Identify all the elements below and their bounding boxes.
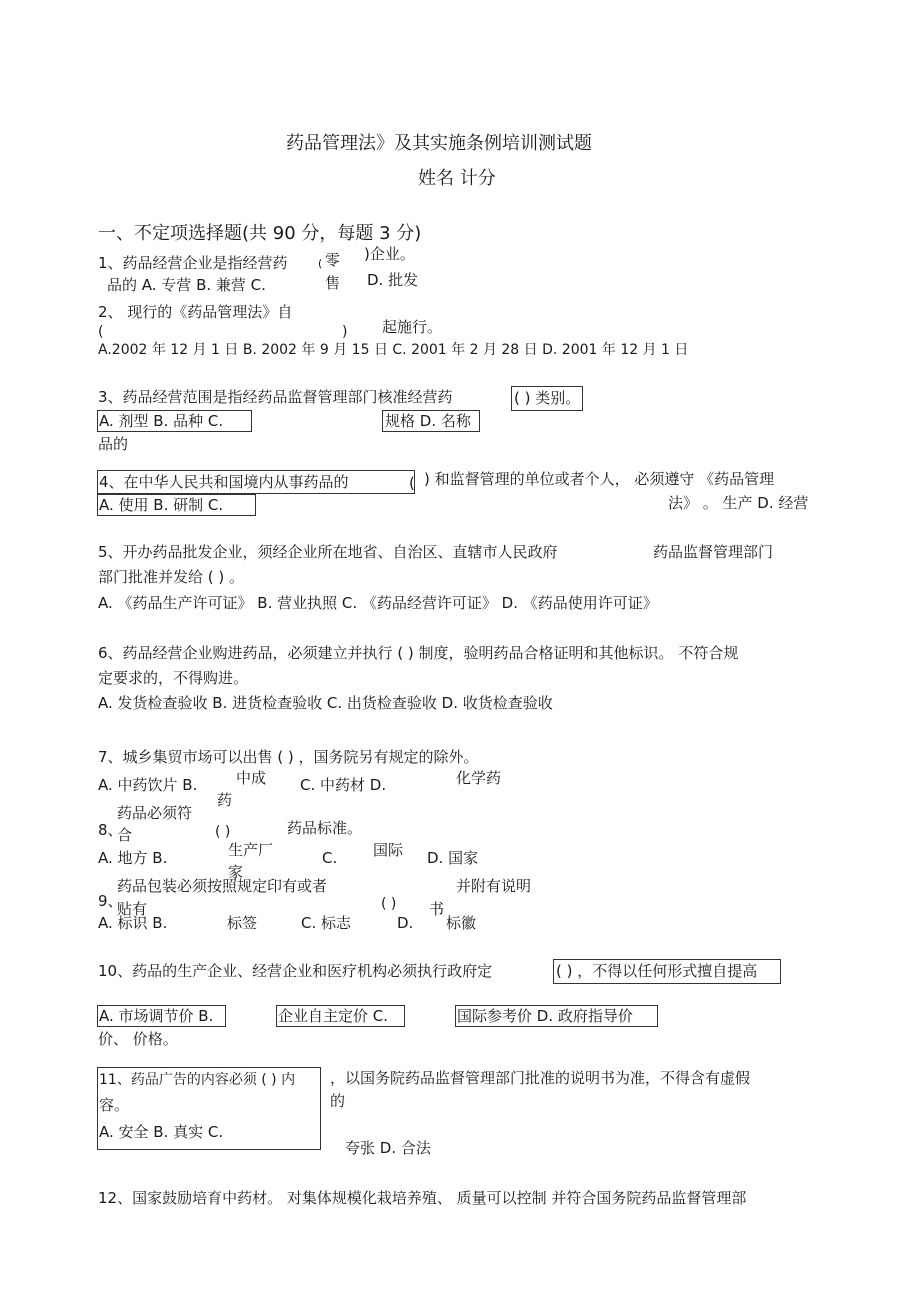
q9-paren: ( ) — [381, 896, 397, 912]
q9-frag-pkg: 药品包装必须按照规定印有或者 — [117, 877, 328, 895]
q8-frag-must: 药品必须符 — [117, 804, 193, 822]
q9-number: 9、 — [98, 892, 123, 910]
q10-stem: 10、药品的生产企业、经营企业和医疗机构必须执行政府定 — [98, 962, 493, 980]
q9-tail: 并附有说明 — [456, 877, 532, 895]
q1-stem: 1、药品经营企业是指经营药 — [98, 254, 288, 272]
q8-frag-jia: 家 — [228, 863, 244, 881]
q3-tail: ( ) 类别。 — [514, 389, 581, 407]
q5-line2: 部门批准并发给 ( ) 。 — [98, 568, 245, 586]
q11-line1: 11、药品广告的内容必须 ( ) 内 — [99, 1072, 296, 1088]
q1-frag-ling: 零 — [325, 251, 341, 269]
q8-number: 8、 — [98, 821, 123, 839]
q2-tail: 起施行。 — [382, 318, 443, 336]
q9-frag-shu: 书 — [429, 900, 445, 918]
q3-line3: 品的 — [98, 435, 129, 453]
q6-line1: 6、药品经营企业购进药品，必须建立并执行 ( ) 制度，验明药品合格证明和其他标识。 不符合规 — [98, 644, 739, 662]
q3-options-ab: A. 剂型 B. 品种 C. — [99, 412, 224, 430]
q7-options-ab: A. 中药饮片 B. — [98, 776, 198, 794]
q1-tail: )企业。 — [364, 245, 415, 263]
q10-tail: ( ) ，不得以任何形式擅自提高 — [556, 962, 758, 980]
q8-frag-he: 合 — [117, 826, 133, 844]
q5-options: A. 《药品生产许可证》 B. 营业执照 C. 《药品经营许可证》 D. 《药品使用许可证》 — [98, 594, 658, 612]
q9-option-c: C. 标志 — [301, 914, 352, 932]
q2-options: A.2002 年 12 月 1 日 B. 2002 年 9 月 15 日 C. 2001 年 2 月 28 日 D. 2001 年 12 月 1 日 — [98, 342, 689, 358]
section-heading: 一、不定项选择题(共 90 分，每题 3 分) — [98, 223, 422, 244]
q4-stem: 4、在中华人民共和国境内从事药品的 — [99, 473, 349, 491]
q4-tail: 法》 。 生产 D. 经营 — [668, 494, 809, 512]
q11-side1: ，以国务院药品监督管理部门批准的说明书为准，不得含有虚假 — [330, 1069, 751, 1087]
page-title: 药品管理法》及其实施条例培训测试题 — [286, 133, 592, 154]
q6-options: A. 发货检查验收 B. 进货检查验收 C. 出货检查验收 D. 收货检查验收 — [98, 694, 553, 712]
q9-option-a: A. 标识 B. — [98, 914, 168, 932]
q11-line3: A. 安全 B. 真实 C. — [99, 1123, 224, 1141]
q2-paren-open: ( — [98, 324, 104, 340]
q8-option-a: A. 地方 B. — [98, 849, 168, 867]
q1-option-d: D. 批发 — [367, 271, 419, 289]
q10-line3: 价、 价格。 — [98, 1030, 178, 1048]
page-subtitle: 姓名 计分 — [418, 168, 496, 189]
q5-line1: 5、开办药品批发企业，须经企业所在地省、自治区、直辖市人民政府 — [98, 543, 558, 561]
q3-stem: 3、药品经营范围是指经药品监督管理部门核准经营药 — [98, 388, 453, 406]
q3-options-cd: 规格 D. 名称 — [385, 412, 471, 430]
q8-option-c-label: C. — [322, 849, 338, 867]
q9-option-b: 标签 — [227, 914, 258, 932]
q7-stem: 7、城乡集贸市场可以出售 ( ) ，国务院另有规定的除外。 — [98, 748, 479, 766]
q11-side2: 的 — [330, 1092, 346, 1110]
q4-paren: ( — [409, 474, 415, 492]
q9-option-d-label: D. — [397, 914, 414, 932]
q11-options-cd: 夸张 D. 合法 — [345, 1139, 431, 1157]
q6-line2: 定要求的，不得购进。 — [98, 669, 249, 687]
q7-option-d: 化学药 — [456, 769, 502, 787]
q10-option-a: A. 市场调节价 B. — [99, 1007, 214, 1025]
q7-options-c: C. 中药材 D. — [300, 776, 387, 794]
q1-paren: ( — [318, 257, 323, 270]
q10-options-cd: 国际参考价 D. 政府指导价 — [457, 1007, 633, 1025]
q9-frag-tie: 贴有 — [117, 900, 148, 918]
q2-paren-close: ) — [342, 324, 348, 340]
q1-frag-shou: 售 — [325, 274, 341, 292]
q8-option-d: D. 国家 — [427, 849, 479, 867]
q2-stem: 2、 现行的《药品管理法》自 — [98, 303, 293, 321]
q8-paren: ( ) — [215, 824, 231, 840]
q4-options-ab: A. 使用 B. 研制 C. — [99, 496, 224, 514]
q8-tail: 药品标准。 — [287, 819, 363, 837]
q7-frag-yao: 药 — [217, 791, 233, 809]
q1-options: 品的 A. 专营 B. 兼营 C. — [107, 276, 266, 294]
q8-option-b: 生产厂 — [228, 841, 274, 859]
q5-line1b: 药品监督管理部门 — [653, 543, 774, 561]
q12-line1: 12、国家鼓励培育中药材。 对集体规模化栽培养殖、 质量可以控制 并符合国务院药品监督管理部 — [98, 1189, 747, 1207]
q8-option-c: 国际 — [373, 841, 404, 859]
q10-option-b: 企业自主定价 C. — [278, 1007, 389, 1025]
q7-frag-zhongcheng: 中成 — [236, 769, 267, 787]
q11-line2: 容。 — [99, 1096, 130, 1114]
q4-mid: ) 和监督管理的单位或者个人， 必须遵守 《药品管理 — [424, 470, 775, 488]
q9-option-d: 标徽 — [446, 914, 477, 932]
